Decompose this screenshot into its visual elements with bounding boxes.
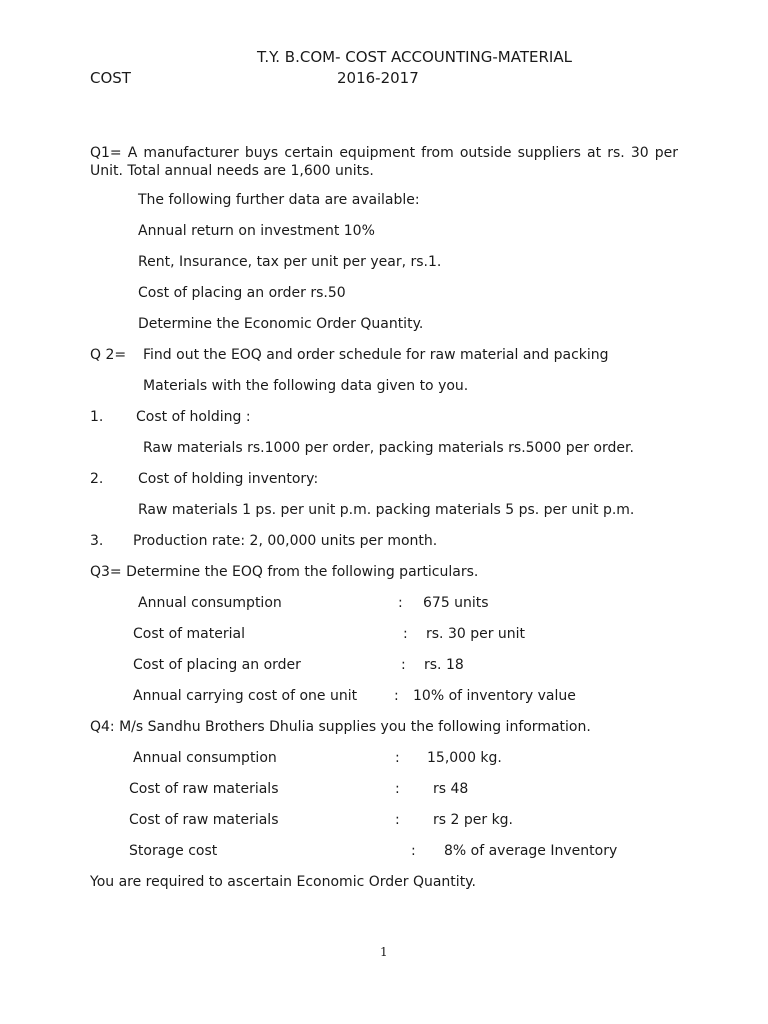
q4-row-label: Cost of raw materials — [129, 812, 279, 828]
q2-item-text: Cost of holding inventory: — [138, 471, 319, 487]
q2-item-number: 2. — [90, 471, 104, 487]
q1-line: Annual return on investment 10% — [138, 223, 375, 239]
q1-line: Rent, Insurance, tax per unit per year, rs.1. — [138, 254, 442, 270]
q2-text: Find out the EOQ and order schedule for raw material and packing — [143, 347, 609, 363]
q3-row-colon: : — [398, 595, 403, 611]
q2-item-text: Cost of holding : — [136, 409, 251, 425]
q4-row-label: Annual consumption — [133, 750, 277, 766]
q3-text: Q3= Determine the EOQ from the following particulars. — [90, 564, 479, 580]
page-number: 1 — [380, 945, 388, 959]
q3-row-label: Annual consumption — [138, 595, 282, 611]
q3-row-value: rs. 18 — [424, 657, 464, 673]
document-year: 2016-2017 — [337, 69, 419, 87]
q4-row-colon: : — [395, 781, 400, 797]
q2-label: Q 2= — [90, 347, 127, 363]
q2-item-text: Production rate: 2, 00,000 units per month. — [133, 533, 438, 549]
q4-row-label: Cost of raw materials — [129, 781, 279, 797]
document-title-subject: COST — [90, 69, 131, 87]
q4-row-colon: : — [395, 750, 400, 766]
document-title: T.Y. B.COM- COST ACCOUNTING-MATERIAL — [257, 48, 572, 66]
q4-row-label: Storage cost — [129, 843, 218, 859]
q3-row-value: 675 units — [423, 595, 489, 611]
q2-item-number: 1. — [90, 409, 104, 425]
q1-line: The following further data are available: — [138, 192, 420, 208]
q4-text: Q4: M/s Sandhu Brothers Dhulia supplies you the following information. — [90, 719, 591, 735]
q3-row-colon: : — [403, 626, 408, 642]
q4-row-value: rs 48 — [433, 781, 469, 797]
q4-row-colon: : — [411, 843, 416, 859]
q4-row-colon: : — [395, 812, 400, 828]
q4-closing: You are required to ascertain Economic Order Quantity. — [90, 874, 476, 890]
q3-row-colon: : — [394, 688, 399, 704]
q3-row-value: 10% of inventory value — [413, 688, 576, 704]
q3-row-label: Cost of placing an order — [133, 657, 301, 673]
q1-text: Q1= A manufacturer buys certain equipment from outside suppliers at rs. 30 per Unit. Total annual needs are 1,600 units. — [90, 145, 678, 179]
q4-row-value: 8% of average Inventory — [444, 843, 618, 859]
q2-item-detail: Raw materials rs.1000 per order, packing materials rs.5000 per order. — [143, 440, 634, 456]
q3-row-colon: : — [401, 657, 406, 673]
q3-row-label: Cost of material — [133, 626, 245, 642]
q1-line: Determine the Economic Order Quantity. — [138, 316, 424, 332]
q4-row-value: rs 2 per kg. — [433, 812, 514, 828]
q4-row-value: 15,000 kg. — [427, 750, 502, 766]
q1-line: Cost of placing an order rs.50 — [138, 285, 346, 301]
q2-line: Materials with the following data given to you. — [143, 378, 469, 394]
q3-row-label: Annual carrying cost of one unit — [133, 688, 358, 704]
q2-item-number: 3. — [90, 533, 104, 549]
q3-row-value: rs. 30 per unit — [426, 626, 526, 642]
q2-item-detail: Raw materials 1 ps. per unit p.m. packing materials 5 ps. per unit p.m. — [138, 502, 635, 518]
